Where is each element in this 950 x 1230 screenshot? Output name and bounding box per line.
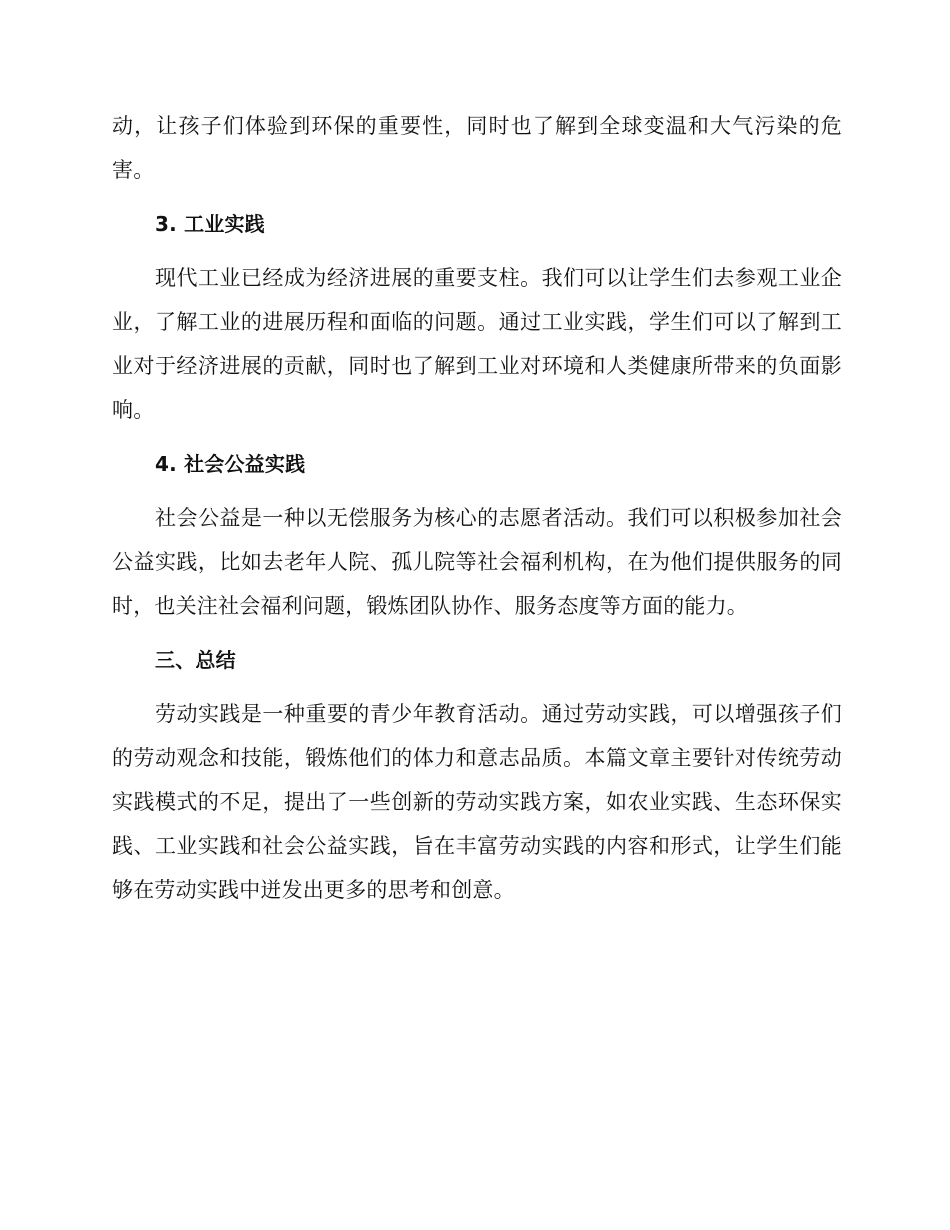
document-body [112, 104, 842, 912]
paragraph-public-welfare-practice: 社会公益是一种以无偿服务为核心的志愿者活动。我们可以积极参加社会公益实践，比如去老年人院、孤儿院等社会福利机构，在为他们提供服务的同时，也关注社会福利问题，锻炼团队协作、服务态度等方面的能力。 [112, 506, 842, 618]
paragraph-continuation: 动，让孩子们体验到环保的重要性，同时也了解到全球变温和大气污染的危害。 [112, 114, 842, 182]
paragraph-industrial-practice: 现代工业已经成为经济进展的重要支柱。我们可以让学生们去参观工业企业，了解工业的进展历程和面临的问题。通过工业实践，学生们可以了解到工业对于经济进展的贡献，同时也了解到工业对环境和人类健康所带来的负面影响。 [112, 266, 842, 422]
section-heading-industrial-practice: 3. 工业实践 [155, 212, 265, 236]
paragraph-summary: 劳动实践是一种重要的青少年教育活动。通过劳动实践，可以增强孩子们的劳动观念和技能，锻炼他们的体力和意志品质。本篇文章主要针对传统劳动实践模式的不足，提出了一些创新的劳动实践方案，如农业实践、生态环保实践、工业实践和社会公益实践，旨在丰富劳动实践的内容和形式，让学生们能够在劳动实践中迸发出更多的思考和创意。 [112, 702, 842, 902]
section-heading-public-welfare-practice: 4. 社会公益实践 [155, 452, 306, 476]
section-heading-summary: 三、总结 [155, 648, 236, 672]
